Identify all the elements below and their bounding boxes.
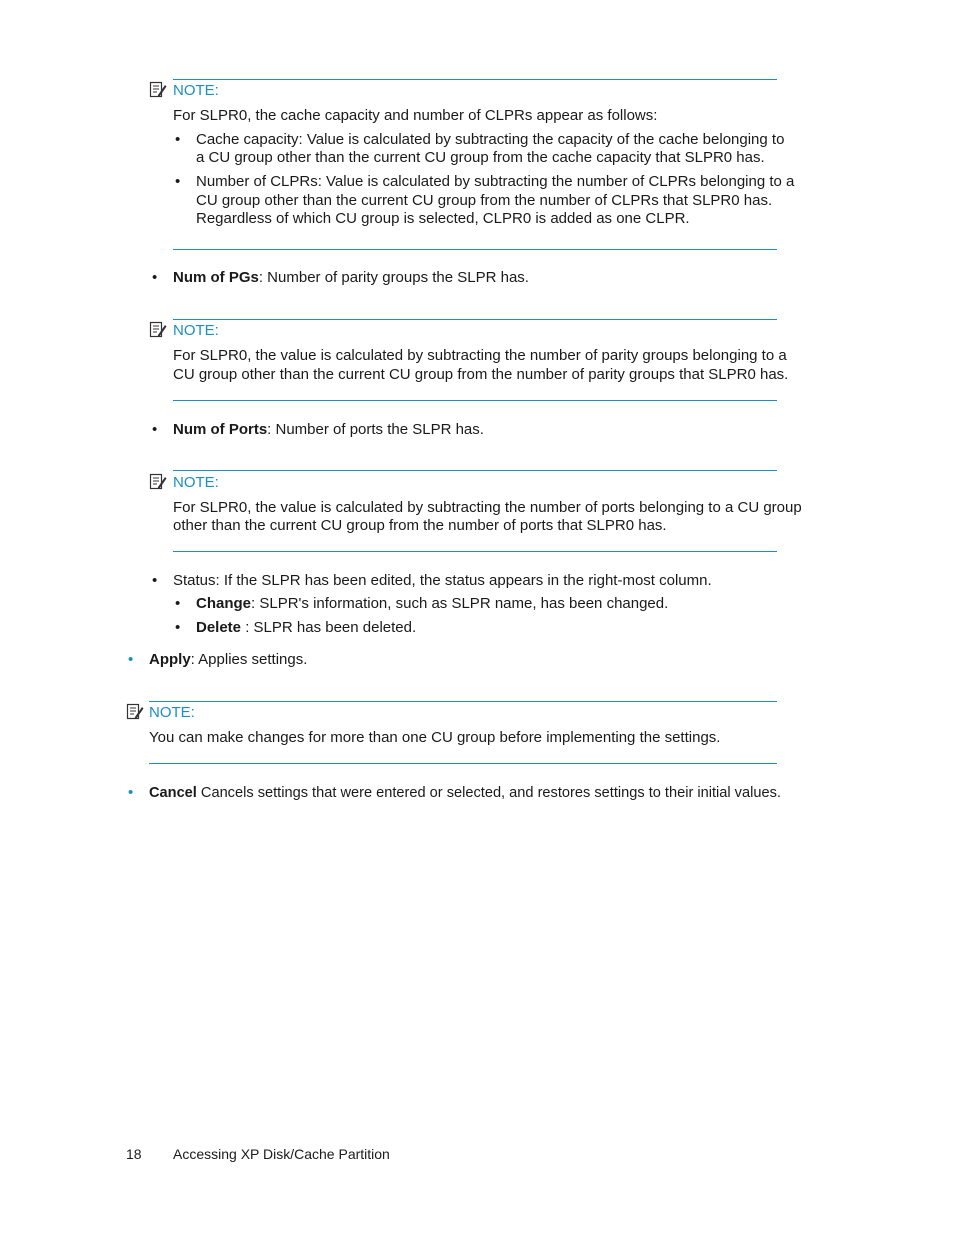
term: Num of PGs	[173, 269, 259, 286]
num-of-ports-item	[173, 421, 484, 439]
status-item: Status: If the SLPR has been edited, the status appears in the right-most column.	[173, 572, 712, 589]
bullet: •	[152, 421, 158, 438]
note-title: NOTE:	[173, 82, 219, 99]
footer-section-title: Accessing XP Disk/Cache Partition	[173, 1146, 390, 1162]
note-item-line: CU group other than the current CU group from the number of CLPRs that SLPR0 has.	[196, 192, 773, 209]
note-line: For SLPR0, the value is calculated by subtracting the number of parity groups belonging to a	[173, 347, 787, 364]
page-number: 18	[126, 1146, 142, 1162]
status-change-item	[196, 595, 668, 613]
note-title: NOTE:	[149, 704, 195, 721]
apply-item	[149, 651, 307, 669]
note-bottom-rule	[173, 249, 777, 250]
description: Cancels settings that were entered or selected, and restores settings to their initial values.	[196, 785, 781, 801]
note-icon	[149, 321, 167, 339]
note-item-line: a CU group other than the current CU group from the cache capacity that SLPR0 has.	[196, 149, 765, 166]
note-top-rule	[173, 470, 777, 471]
term: Apply	[149, 651, 191, 668]
bullet: •	[175, 595, 181, 612]
bullet: •	[152, 572, 158, 589]
description: : Number of parity groups the SLPR has.	[258, 269, 529, 286]
description: : Applies settings.	[190, 651, 308, 668]
description: : SLPR has been deleted.	[241, 619, 417, 636]
note-item-line: Cache capacity: Value is calculated by subtracting the capacity of the cache belonging to	[196, 131, 785, 148]
note-top-rule	[173, 319, 777, 320]
term: Change	[196, 595, 252, 612]
bullet: •	[175, 619, 181, 636]
cancel-item	[149, 784, 781, 802]
note-icon	[149, 473, 167, 491]
bullet: •	[152, 269, 158, 286]
note-line: other than the current CU group from the number of ports that SLPR0 has.	[173, 517, 667, 534]
term: Cancel	[149, 785, 197, 801]
note-top-rule	[173, 79, 777, 80]
description: : Number of ports the SLPR has.	[267, 421, 484, 438]
note-item-line: Number of CLPRs: Value is calculated by subtracting the number of CLPRs belonging to a	[196, 173, 795, 190]
note-icon	[149, 81, 167, 99]
note-icon	[126, 703, 144, 721]
status-delete-item	[196, 619, 416, 637]
bullet: •	[175, 173, 181, 190]
note-bottom-rule	[149, 763, 777, 764]
bullet: •	[175, 131, 181, 148]
note-intro: For SLPR0, the cache capacity and number of CLPRs appear as follows:	[173, 107, 658, 124]
note-line: You can make changes for more than one CU group before implementing the settings.	[149, 729, 721, 746]
note-item-line: Regardless of which CU group is selected, CLPR0 is added as one CLPR.	[196, 210, 690, 227]
bullet: •	[128, 784, 134, 801]
note-bottom-rule	[173, 551, 777, 552]
note-top-rule	[149, 701, 777, 702]
term: Delete	[196, 619, 242, 636]
description: : SLPR's information, such as SLPR name, has been changed.	[251, 595, 669, 612]
num-of-pgs-item	[173, 269, 529, 287]
bullet: •	[128, 651, 134, 668]
note-line: CU group other than the current CU group from the number of parity groups that SLPR0 has.	[173, 366, 789, 383]
note-bottom-rule	[173, 400, 777, 401]
note-title: NOTE:	[173, 474, 219, 491]
note-line: For SLPR0, the value is calculated by subtracting the number of ports belonging to a CU group	[173, 499, 802, 516]
term: Num of Ports	[173, 421, 268, 438]
note-title: NOTE:	[173, 322, 219, 339]
